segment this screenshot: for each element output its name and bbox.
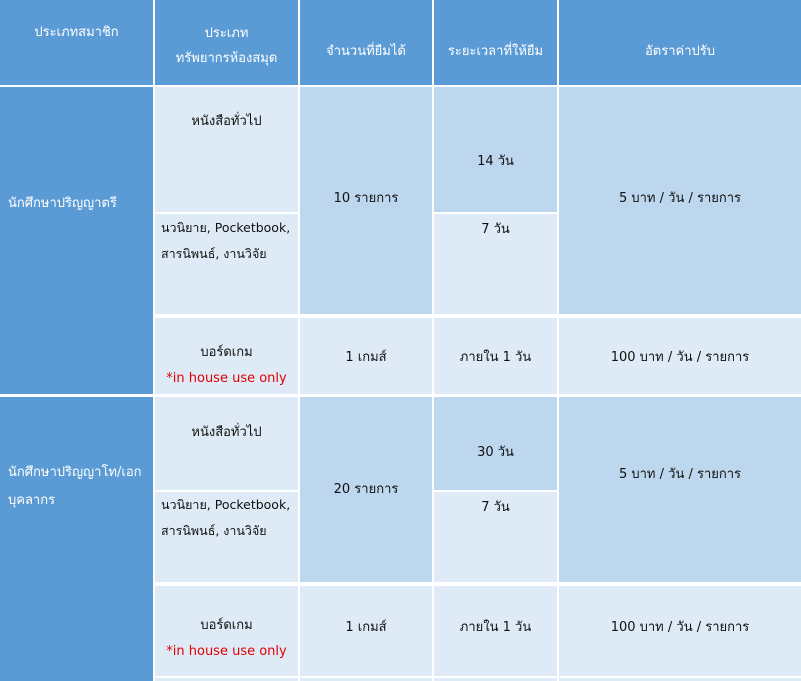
resource-general-books-1: [155, 87, 298, 212]
resource-general-books-2: [155, 397, 298, 490]
quantity-boardgame-1-value: 1 เกมส์: [345, 349, 387, 365]
period-boardgame-2: [434, 586, 557, 676]
quantity-books-2-value: 20 รายการ: [333, 482, 399, 497]
header-quantity-label: จำนวนที่ยืมได้: [326, 43, 406, 59]
resource-boardgame-1-label: บอร์ดเกม: [200, 345, 253, 360]
quantity-books-1-value: 10 รายการ: [333, 191, 399, 206]
period-boardgame-1-value: ภายใน 1 วัน: [459, 349, 532, 365]
resource-novels-2-line2: สารนิพนธ์, งานวิจัย: [161, 523, 267, 538]
fine-books-2: [559, 397, 801, 582]
resource-boardgame-2-label: บอร์ดเกม: [200, 618, 253, 633]
header-resource-type: [155, 0, 298, 85]
header-fine-rate: [559, 0, 801, 85]
period-boardgame-2-value: ภายใน 1 วัน: [459, 619, 532, 635]
member-graduate-label: นักศึกษาปริญญาโท/เอก: [8, 465, 142, 480]
period-general-1-value: 14 วัน: [477, 154, 514, 169]
quantity-books-1: [300, 87, 432, 314]
header-loan-period: [434, 0, 557, 85]
fine-books-1-value: 5 บาท / วัน / รายการ: [618, 191, 742, 206]
member-bachelor-label: นักศึกษาปริญญาตรี: [8, 196, 117, 211]
fine-books-2-value: 5 บาท / วัน / รายการ: [618, 467, 742, 482]
resource-novels-1-line1: นวนิยาย, Pocketbook,: [161, 220, 291, 235]
period-novels-2: [434, 492, 557, 582]
resource-novels-2: [155, 492, 298, 582]
period-novels-2-value: 7 วัน: [481, 500, 510, 515]
member-staff-label: บุคลากร: [8, 493, 56, 508]
resource-novels-1-line2: สารนิพนธ์, งานวิจัย: [161, 246, 267, 261]
period-general-2: [434, 397, 557, 490]
resource-boardgame-2: [155, 586, 298, 676]
header-member-type: [0, 0, 153, 85]
resource-general-books-1-label: หนังสือทั่วไป: [191, 114, 262, 129]
fine-boardgame-2-value: 100 บาท / วัน / รายการ: [610, 619, 750, 635]
period-novels-1-value: 7 วัน: [481, 222, 510, 237]
member-bachelor: [0, 87, 153, 394]
header-resource-type-line1: ประเภท: [204, 26, 249, 41]
resource-novels-2-line1: นวนิยาย, Pocketbook,: [161, 497, 291, 512]
resource-boardgame-2-note: *in house use only: [166, 644, 287, 659]
quantity-books-2: [300, 397, 432, 582]
member-graduate-staff: [0, 397, 153, 681]
fine-books-1: [559, 87, 801, 314]
quantity-boardgame-1: [300, 318, 432, 394]
header-fine-rate-label: อัตราค่าปรับ: [644, 43, 715, 59]
period-boardgame-1: [434, 318, 557, 394]
quantity-boardgame-2: [300, 586, 432, 676]
resource-general-books-2-label: หนังสือทั่วไป: [191, 425, 262, 440]
fine-boardgame-2: [559, 586, 801, 676]
resource-boardgame-1: [155, 318, 298, 394]
period-novels-1: [434, 214, 557, 314]
fine-boardgame-1: [559, 318, 801, 394]
period-general-2-value: 30 วัน: [477, 445, 514, 460]
period-general-1: [434, 87, 557, 212]
resource-novels-1: [155, 214, 298, 314]
resource-boardgame-1-note: *in house use only: [166, 371, 287, 386]
quantity-boardgame-2-value: 1 เกมส์: [345, 619, 387, 635]
fine-boardgame-1-value: 100 บาท / วัน / รายการ: [610, 349, 750, 365]
header-member-type-label: ประเภทสมาชิก: [34, 25, 119, 40]
header-loan-period-label: ระยะเวลาที่ให้ยืม: [447, 43, 544, 59]
header-quantity: [300, 0, 432, 85]
header-resource-type-line2: ทรัพยากรห้องสมุด: [175, 51, 278, 66]
